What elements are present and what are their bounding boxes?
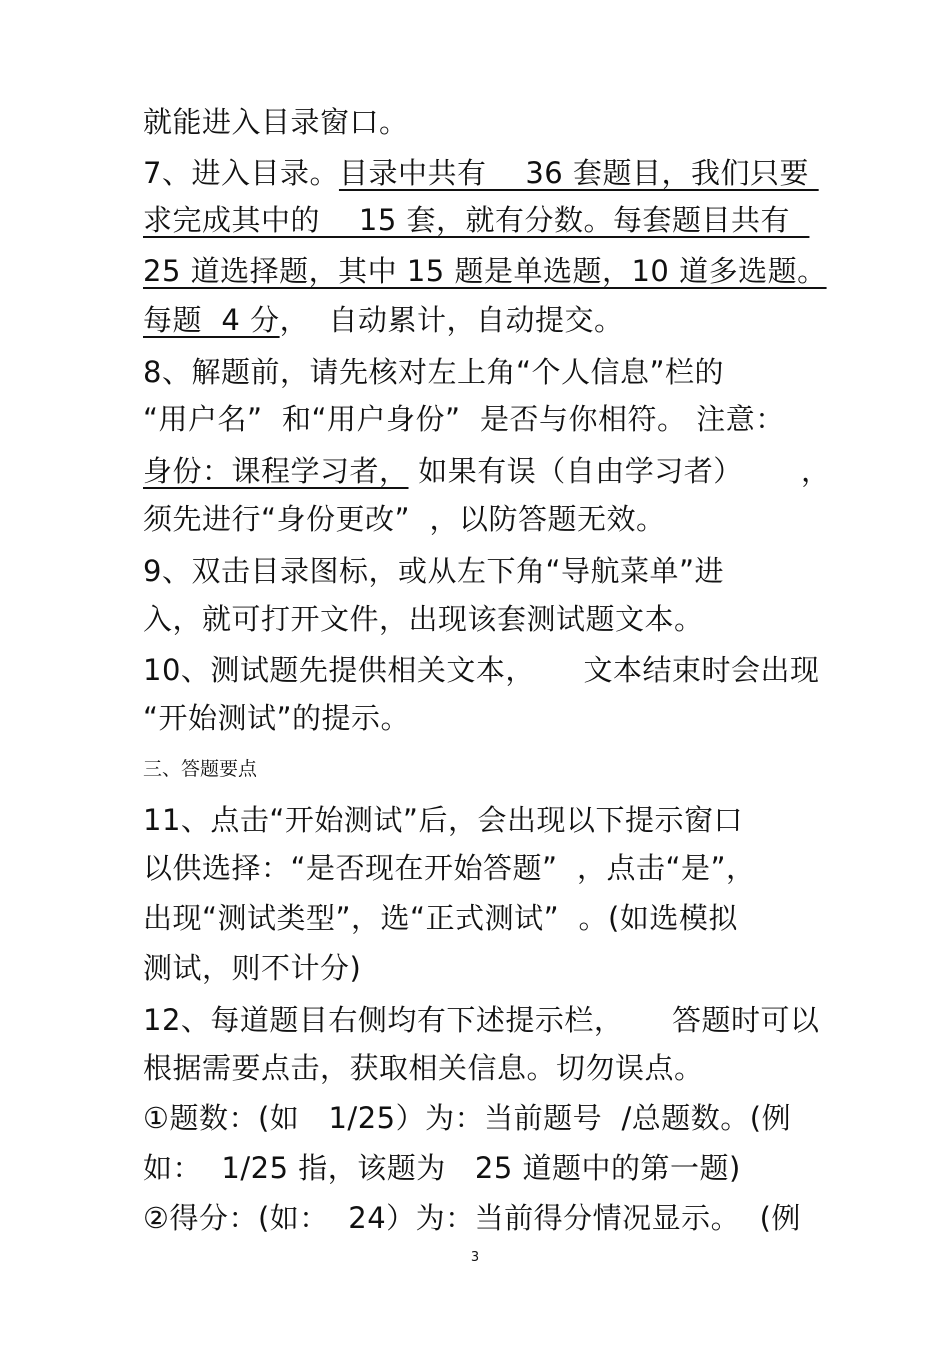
text-segment: 如： 1/25 指，该题为 25 道题中的第一题) bbox=[143, 1151, 741, 1185]
text-line bbox=[143, 898, 738, 938]
text-segment: 根据需要点击，获取相关信息。切勿误点。 bbox=[143, 1051, 704, 1085]
underlined-text: 25 道选择题，其中 15 题是单选题，10 道多选题。 bbox=[143, 254, 827, 288]
text-line bbox=[143, 698, 410, 738]
text-segment: ， 自动累计，自动提交。 bbox=[279, 303, 624, 337]
text-segment: 8、解题前，请先核对左上角“个人信息”栏的 bbox=[143, 355, 724, 389]
text-segment: “开始测试”的提示。 bbox=[143, 701, 411, 735]
text-line bbox=[143, 153, 819, 193]
underlined-text: 每题 4 分 bbox=[143, 303, 280, 337]
text-segment: 12、每道题目右侧均有下述提示栏， 答题时可以 bbox=[143, 1003, 820, 1037]
page-number: 3 bbox=[470, 1250, 480, 1265]
text-line bbox=[143, 499, 666, 539]
text-line bbox=[143, 1048, 704, 1088]
text-line bbox=[143, 1098, 791, 1138]
text-segment: “用户名” 和“用户身份” 是否与你相符。 注意： bbox=[143, 402, 785, 436]
text-line bbox=[143, 800, 743, 840]
text-line bbox=[143, 399, 785, 439]
text-line bbox=[143, 1000, 820, 1040]
text-segment: 测试，则不计分) bbox=[143, 951, 362, 985]
text-segment: 10、测试题先提供相关文本， 文本结束时会出现 bbox=[143, 653, 820, 687]
text-segment: 如果有误（自由学习者） ， bbox=[408, 454, 831, 488]
text-segment: ①题数：(如 1/25）为：当前题号 /总题数。(例 bbox=[143, 1101, 792, 1135]
text-line bbox=[143, 650, 820, 690]
text-line bbox=[143, 300, 624, 340]
text-segment: 11、点击“开始测试”后，会出现以下提示窗口 bbox=[143, 803, 743, 837]
text-segment: 7、进入目录。 bbox=[143, 156, 339, 190]
text-segment: ②得分：(如： 24）为：当前得分情况显示。 (例 bbox=[143, 1201, 801, 1235]
underlined-text: 求完成其中的 15 套，就有分数。每套题目共有 bbox=[143, 203, 810, 237]
text-line bbox=[143, 102, 409, 142]
section-heading: 三、答题要点 bbox=[143, 758, 258, 780]
text-line bbox=[143, 848, 756, 888]
text-line bbox=[143, 451, 831, 491]
text-line bbox=[143, 352, 724, 392]
text-line bbox=[143, 948, 361, 988]
text-line bbox=[143, 1198, 801, 1238]
text-line bbox=[143, 251, 827, 291]
text-segment: 须先进行“身份更改” ，以防答题无效。 bbox=[143, 502, 666, 536]
text-segment: 9、双击目录图标，或从左下角“导航菜单”进 bbox=[143, 554, 724, 588]
text-line bbox=[143, 551, 724, 591]
text-line bbox=[143, 599, 704, 639]
text-segment: 入，就可打开文件，出现该套测试题文本。 bbox=[143, 602, 704, 636]
text-segment: 出现“测试类型”，选“正式测试” 。(如选模拟 bbox=[143, 901, 738, 935]
text-line bbox=[143, 1148, 741, 1188]
text-line bbox=[143, 200, 809, 240]
underlined-text: 身份：课程学习者， bbox=[143, 454, 409, 488]
text-segment: 就能进入目录窗口。 bbox=[143, 105, 409, 139]
underlined-text: 目录中共有 36 套题目，我们只要 bbox=[338, 156, 819, 190]
text-segment: 以供选择：“是否现在开始答题” ，点击“是”， bbox=[143, 851, 756, 885]
